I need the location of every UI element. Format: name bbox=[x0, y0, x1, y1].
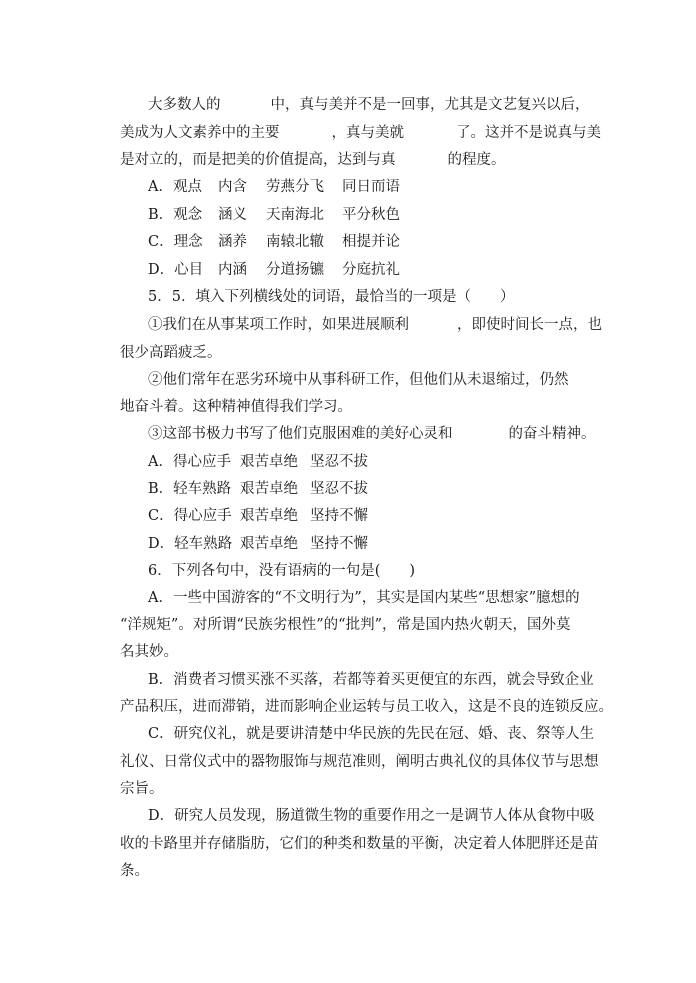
option-word: 坚忍不拔 bbox=[310, 481, 368, 497]
q5-title: 5．5．填入下列横线处的词语，最恰当的一项是（ ） bbox=[148, 289, 515, 305]
option-word: 涵义 bbox=[218, 207, 247, 223]
q6-option-a-line-1: A．一些中国游客的“不文明行为”，其实是国内某些“思想家”臆想的 bbox=[148, 590, 580, 606]
option-word: 涵养 bbox=[218, 234, 247, 250]
option-word: 艰苦卓绝 bbox=[240, 481, 298, 497]
option-word: 南辕北辙 bbox=[266, 234, 324, 250]
option-word: 平分秋色 bbox=[342, 207, 400, 223]
q6-option-c-line-1: C．研究仪礼，就是要讲清楚中华民族的先民在冠、婚、丧、祭等人生 bbox=[148, 726, 595, 742]
option-word: 艰苦卓绝 bbox=[240, 508, 298, 524]
text: ③这部书极力书写了他们克服困难的美好心灵和 bbox=[148, 426, 453, 442]
option-label: C．理念 bbox=[148, 234, 203, 250]
q6-title: 6．下列各句中，没有语病的一句是( ) bbox=[148, 563, 416, 579]
option-word: 艰苦卓绝 bbox=[240, 454, 298, 470]
text: ，即使时间长一点，也 bbox=[457, 317, 602, 333]
q4-option-c bbox=[148, 232, 400, 252]
q5-sentence-3 bbox=[148, 424, 596, 444]
q4-stem-line-2 bbox=[120, 123, 601, 143]
q5-sentence-2a: ②他们常年在恶劣环境中从事科研工作，但他们从未退缩过，仍然 bbox=[148, 372, 569, 388]
q5-option-b bbox=[148, 479, 368, 499]
q4-option-b bbox=[148, 205, 400, 225]
option-word: 分庭抗礼 bbox=[342, 262, 400, 278]
option-word: 劳燕分飞 bbox=[266, 179, 324, 195]
q6-option-c-line-3: 宗旨。 bbox=[120, 781, 164, 797]
q6-option-d-line-1: D．研究人员发现，肠道微生物的重要作用之一是调节人体从食物中吸 bbox=[148, 808, 595, 824]
option-label: D．心目 bbox=[148, 262, 204, 278]
q6-option-a-line-3: 名其妙。 bbox=[120, 644, 178, 660]
q4-stem-line-1 bbox=[148, 95, 590, 115]
option-label: A．得心应手 bbox=[148, 454, 231, 470]
option-word: 坚忍不拔 bbox=[310, 454, 368, 470]
option-label: B．观念 bbox=[148, 207, 203, 223]
option-word: 坚持不懈 bbox=[310, 508, 368, 524]
q5-sentence-1a bbox=[148, 315, 602, 335]
q6-option-b-line-2: 产品积压，进而滞销，进而影响企业运转与员工收入，这是不良的连锁反应。 bbox=[120, 699, 613, 715]
q5-sentence-2b: 地奋斗着。这种精神值得我们学习。 bbox=[120, 399, 352, 415]
q6-option-c-line-2: 礼仪、日常仪式中的器物服饰与规范准则，阐明古典礼仪的具体仪节与思想 bbox=[120, 754, 599, 770]
text: 了。这并不是说真与美 bbox=[456, 125, 601, 141]
text: 大多数人的 bbox=[148, 97, 221, 113]
q6-option-a-line-2: “洋规矩”。对所谓“民族劣根性”的“批判”，常是国内热火朝天，国外莫 bbox=[120, 617, 571, 633]
option-word: 天南海北 bbox=[266, 207, 324, 223]
option-word: 同日而语 bbox=[342, 179, 400, 195]
q5-option-a bbox=[148, 452, 368, 472]
text: 中，真与美并不是一回事，尤其是文艺复兴以后， bbox=[270, 97, 590, 113]
option-word: 艰苦卓绝 bbox=[240, 536, 298, 552]
q4-option-d bbox=[148, 260, 400, 280]
q4-option-a bbox=[148, 177, 400, 197]
option-label: D．轻车熟路 bbox=[148, 536, 233, 552]
option-word: 坚持不懈 bbox=[310, 536, 368, 552]
option-label: A．观点 bbox=[148, 179, 202, 195]
text: 的奋斗精神。 bbox=[508, 426, 596, 442]
q5-sentence-1b: 很少高蹈疲乏。 bbox=[120, 345, 222, 361]
q5-option-d bbox=[148, 534, 368, 554]
q6-option-d-line-2: 收的卡路里并存储脂肪，它们的种类和数量的平衡，决定着人体肥胖还是苗 bbox=[120, 836, 599, 852]
text: ，真与美就 bbox=[331, 125, 404, 141]
q4-stem-line-3 bbox=[120, 150, 506, 170]
text: ①我们在从事某项工作时，如果进展顺利 bbox=[148, 317, 409, 333]
q6-option-d-line-3: 条。 bbox=[120, 863, 149, 879]
text: 是对立的，而是把美的价值提高，达到与真 bbox=[120, 152, 396, 168]
text: 美成为人文素养中的主要 bbox=[120, 125, 280, 141]
q6-option-b-line-1: B．消费者习惯买涨不买落，若都等着买更便宜的东西，就会导致企业 bbox=[148, 672, 594, 688]
q5-option-c bbox=[148, 506, 368, 526]
option-label: B．轻车熟路 bbox=[148, 481, 232, 497]
option-word: 分道扬镳 bbox=[266, 262, 324, 278]
option-word: 相提并论 bbox=[342, 234, 400, 250]
option-label: C．得心应手 bbox=[148, 508, 232, 524]
text: 的程度。 bbox=[447, 152, 506, 168]
option-word: 内涵 bbox=[218, 262, 247, 278]
option-word: 内含 bbox=[218, 179, 247, 195]
